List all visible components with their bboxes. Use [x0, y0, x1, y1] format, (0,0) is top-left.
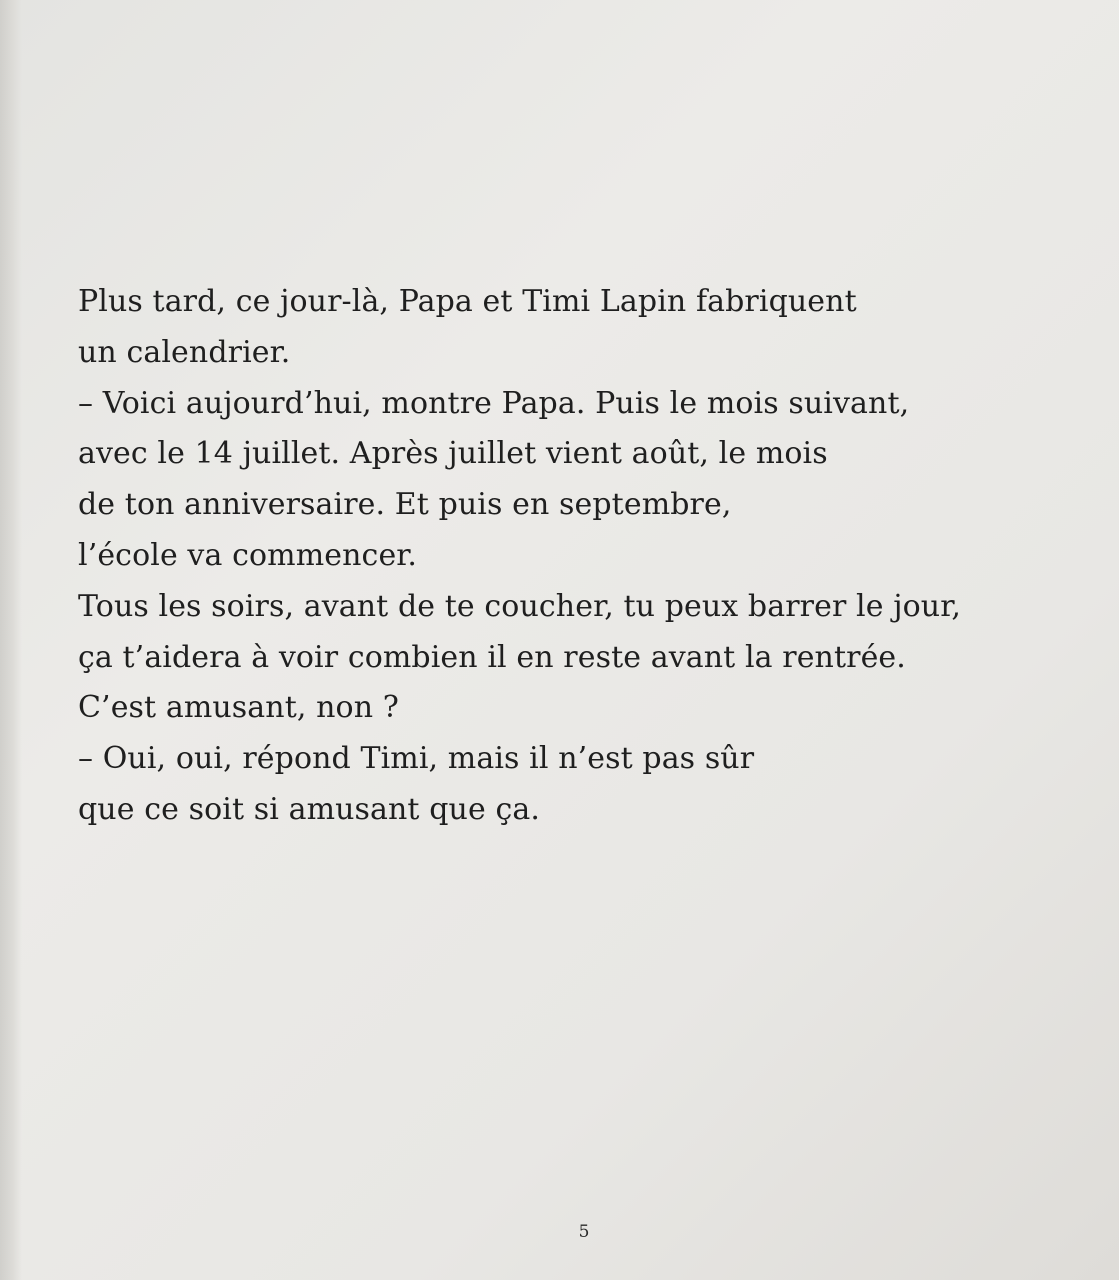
text-line: que ce soit si amusant que ça.	[78, 791, 540, 827]
text-line: l’école va commencer.	[78, 537, 418, 573]
text-line: – Voici aujourd’hui, montre Papa. Puis le mois suivant,	[78, 385, 910, 421]
text-line: avec le 14 juillet. Après juillet vient août, le mois	[78, 436, 828, 472]
story-text	[78, 277, 1078, 836]
text-line: – Oui, oui, répond Timi, mais il n’est pas sûr	[78, 741, 755, 777]
text-line: un calendrier.	[78, 334, 291, 370]
page-number: 5	[578, 1222, 590, 1242]
text-line: Tous les soirs, avant de te coucher, tu peux barrer le jour,	[78, 588, 961, 624]
text-line: Plus tard, ce jour-là, Papa et Timi Lapin fabriquent	[78, 284, 857, 319]
page-binding-shadow	[0, 0, 22, 1280]
text-line: de ton anniversaire. Et puis en septembre,	[78, 487, 732, 523]
text-line: ça t’aidera à voir combien il en reste avant la rentrée.	[78, 639, 906, 675]
text-line: C’est amusant, non ?	[78, 690, 399, 726]
